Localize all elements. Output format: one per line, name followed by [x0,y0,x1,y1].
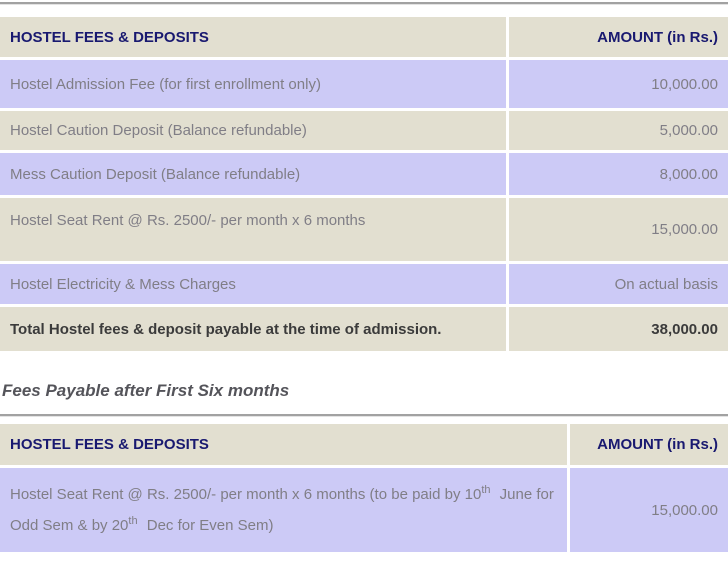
table-row-amount: On actual basis [509,264,728,304]
table-row-label: Hostel Electricity & Mess Charges [0,264,506,304]
table-row-amount: 15,000.00 [509,198,728,261]
table-row-label: Mess Caution Deposit (Balance refundable) [0,153,506,195]
table-row-amount: 8,000.00 [509,153,728,195]
top-divider-rule [0,2,728,4]
table-row-label: Hostel Seat Rent @ Rs. 2500/- per month x 6 months [0,198,506,261]
ordinal-superscript: th [481,484,491,496]
table-row-amount: 5,000.00 [509,111,728,150]
ordinal-superscript: th [128,515,138,527]
table-row-label [0,468,567,552]
table1-total-amount: 38,000.00 [509,307,728,351]
hostel-fees-table-admission [0,17,728,351]
table2-header-amount: AMOUNT (in Rs.) [570,424,728,465]
table1-total-label: Total Hostel fees & deposit payable at the time of admission. [0,307,506,351]
table-row-amount: 10,000.00 [509,60,728,108]
mid-divider-rule [0,414,728,416]
table-row-label: Hostel Caution Deposit (Balance refundable) [0,111,506,150]
section-heading-fees-after-six-months: Fees Payable after First Six months [2,381,290,400]
table-row-label: Hostel Admission Fee (for first enrollment only) [0,60,506,108]
table1-header-fees: HOSTEL FEES & DEPOSITS [0,17,506,57]
hostel-fees-table-after-six-months [0,424,728,552]
table2-header-fees: HOSTEL FEES & DEPOSITS [0,424,567,465]
seat-rent-label-text: Hostel Seat Rent @ Rs. 2500/- per month x 6 months (to be paid by 10th June for Odd Sem & by 20th Dec for Even Sem) [10,484,554,534]
table-row-amount: 15,000.00 [570,468,728,552]
table1-header-amount: AMOUNT (in Rs.) [509,17,728,57]
